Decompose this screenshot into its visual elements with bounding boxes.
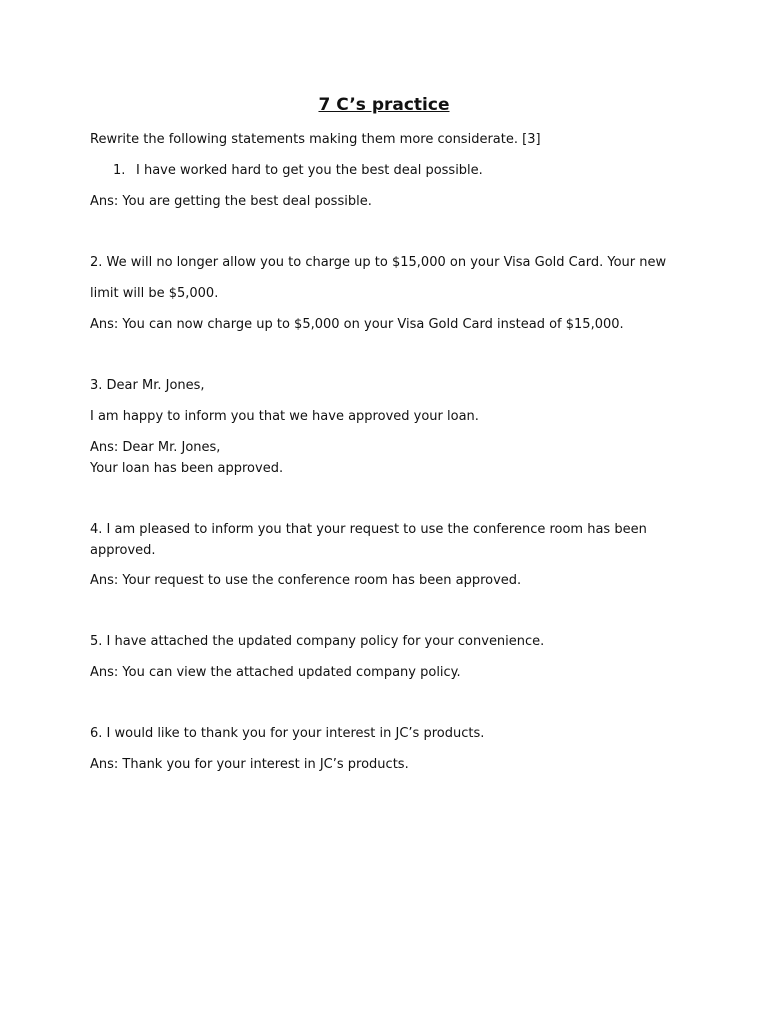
- item3-salutation: 3. Dear Mr. Jones,: [90, 378, 205, 393]
- item4-answer: Ans: Your request to use the conference room has been approved.: [90, 573, 522, 588]
- instruction-text: Rewrite the following statements making them more considerate. [3]: [90, 132, 541, 147]
- page-title: 7 C’s practice: [318, 95, 450, 115]
- item6-answer: Ans: Thank you for your interest in JC’s products.: [90, 757, 409, 772]
- item2-answer: Ans: You can now charge up to $5,000 on your Visa Gold Card instead of $15,000.: [90, 317, 624, 332]
- item3-statement: I am happy to inform you that we have approved your loan.: [90, 409, 479, 424]
- item3-answer-line1: Ans: Dear Mr. Jones,: [90, 440, 221, 455]
- item2-statement-line1: 2. We will no longer allow you to charge up to $15,000 on your Visa Gold Card. Your new: [90, 255, 667, 270]
- item4-statement-line2: approved.: [90, 543, 156, 558]
- item5-statement: 5. I have attached the updated company policy for your convenience.: [90, 634, 545, 649]
- item3-answer-line2: Your loan has been approved.: [90, 461, 284, 476]
- item2-statement-line2: limit will be $5,000.: [90, 286, 219, 301]
- item1-statement: I have worked hard to get you the best deal possible.: [136, 163, 483, 178]
- item1-number: 1.: [113, 163, 126, 178]
- item1-answer: Ans: You are getting the best deal possible.: [90, 194, 372, 209]
- item5-answer: Ans: You can view the attached updated company policy.: [90, 665, 461, 680]
- item6-statement: 6. I would like to thank you for your interest in JC’s products.: [90, 726, 485, 741]
- item4-statement-line1: 4. I am pleased to inform you that your request to use the conference room has been: [90, 522, 647, 537]
